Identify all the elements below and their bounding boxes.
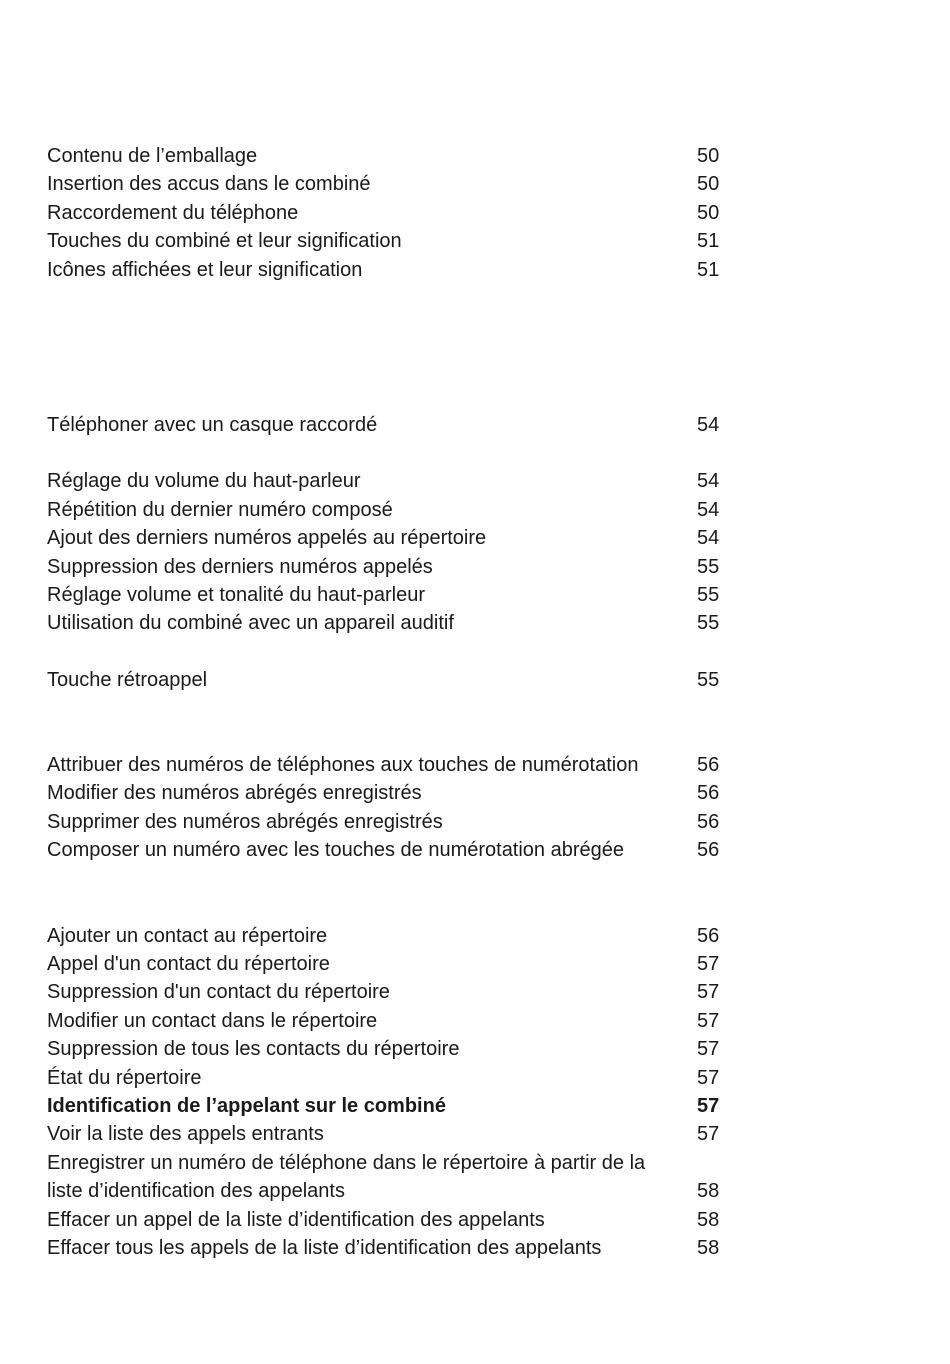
toc-entry[interactable] [47, 1234, 727, 1262]
toc-entry-title: Téléphoner avec un casque raccordé [47, 413, 378, 436]
toc-entry[interactable] [47, 808, 727, 836]
toc-entry-page: 56 [697, 924, 720, 947]
toc-entry[interactable] [47, 1149, 727, 1206]
toc-entry[interactable] [47, 1035, 727, 1063]
section-gap [47, 638, 727, 666]
toc-group-speed-dial [47, 751, 727, 865]
toc-entry[interactable] [47, 227, 727, 255]
toc-entry-title: Ajout des derniers numéros appelés au répertoire [47, 527, 487, 550]
toc-entry-page: 57 [697, 1094, 720, 1117]
toc-section-heading[interactable] [47, 1092, 727, 1120]
toc-entry-title: Supprimer des numéros abrégés enregistrés [47, 810, 443, 833]
toc-entry[interactable] [47, 553, 727, 581]
toc-entry-page: 57 [697, 1066, 720, 1089]
toc-entry-page: 56 [697, 782, 720, 805]
toc-entry[interactable] [47, 581, 727, 609]
toc-entry-title: Utilisation du combiné avec un appareil auditif [47, 612, 454, 635]
toc-entry[interactable] [47, 1206, 727, 1234]
toc-entry[interactable] [47, 411, 727, 439]
toc-entry-title: Effacer un appel de la liste d’identification des appelants [47, 1208, 545, 1231]
section-gap [47, 439, 727, 467]
toc-entry[interactable] [47, 142, 727, 170]
toc-entry-page: 50 [697, 173, 720, 196]
toc-entry-title: Raccordement du téléphone [47, 201, 299, 224]
toc-entry[interactable] [47, 950, 727, 978]
toc-group-phonebook [47, 922, 727, 1263]
toc-entry-title: Touche rétroappel [47, 668, 208, 691]
toc-entry[interactable] [47, 609, 727, 637]
toc-entry-page: 54 [697, 470, 720, 493]
toc-entry-page: 55 [697, 555, 720, 578]
toc-entry-title: Modifier des numéros abrégés enregistrés [47, 782, 422, 805]
section-gap [47, 694, 727, 751]
toc-entry-title: État du répertoire [47, 1066, 202, 1089]
toc-group-getting-started [47, 142, 727, 284]
toc-entry[interactable] [47, 524, 727, 552]
toc-group-recall [47, 666, 727, 694]
toc-entry-title: Répétition du dernier numéro composé [47, 498, 393, 521]
toc-entry-page: 55 [697, 612, 720, 635]
toc-entry-title: Effacer tous les appels de la liste d’identification des appelants [47, 1236, 602, 1259]
toc-entry-title: Ajouter un contact au répertoire [47, 924, 328, 947]
table-of-contents [47, 142, 727, 1262]
section-gap [47, 865, 727, 922]
toc-entry-page: 57 [697, 981, 720, 1004]
toc-entry[interactable] [47, 1064, 727, 1092]
toc-entry-page: 58 [697, 1180, 720, 1203]
toc-entry-title: Voir la liste des appels entrants [47, 1123, 324, 1146]
toc-entry-page: 56 [697, 839, 720, 862]
toc-entry-title: Suppression de tous les contacts du répertoire [47, 1038, 460, 1061]
toc-entry-page: 58 [697, 1236, 720, 1259]
toc-entry-title: Touches du combiné et leur signification [47, 230, 402, 253]
toc-entry-title: Enregistrer un numéro de téléphone dans le répertoire à partir de la liste d’identification des appelants [47, 1151, 646, 1203]
toc-entry-title: Suppression des derniers numéros appelés [47, 555, 433, 578]
toc-entry[interactable] [47, 256, 727, 284]
toc-entry-title: Suppression d'un contact du répertoire [47, 981, 390, 1004]
toc-group-headset [47, 411, 727, 439]
toc-entry-page: 50 [697, 145, 720, 167]
toc-entry-page: 57 [697, 953, 720, 976]
toc-entry-page: 57 [697, 1123, 720, 1146]
toc-entry-title: Réglage volume et tonalité du haut-parleur [47, 583, 426, 606]
toc-entry-page: 55 [697, 583, 720, 606]
toc-entry-title: Réglage du volume du haut-parleur [47, 470, 361, 493]
toc-entry-title: Contenu de l’emballage [47, 145, 258, 167]
toc-entry-page: 54 [697, 527, 720, 550]
toc-entry-page: 51 [697, 230, 720, 253]
toc-entry-page: 56 [697, 810, 720, 833]
toc-entry[interactable] [47, 836, 727, 864]
toc-entry-title: Identification de l’appelant sur le combiné [47, 1094, 446, 1117]
toc-entry[interactable] [47, 779, 727, 807]
toc-entry-page: 55 [697, 668, 720, 691]
toc-entry-page: 56 [697, 754, 720, 777]
toc-entry[interactable] [47, 1120, 727, 1148]
toc-entry[interactable] [47, 199, 727, 227]
toc-entry-page: 58 [697, 1208, 720, 1231]
toc-entry-page: 51 [697, 258, 720, 281]
toc-entry[interactable] [47, 1007, 727, 1035]
toc-entry-title: Composer un numéro avec les touches de numérotation abrégée [47, 839, 625, 862]
section-gap [47, 284, 727, 397]
toc-entry-title: Appel d'un contact du répertoire [47, 953, 330, 976]
toc-entry[interactable] [47, 978, 727, 1006]
toc-entry[interactable] [47, 666, 727, 694]
toc-entry-title: Icônes affichées et leur signification [47, 258, 363, 281]
toc-entry-page: 57 [697, 1038, 720, 1061]
section-gap [47, 397, 727, 411]
toc-entry[interactable] [47, 496, 727, 524]
toc-entry-page: 57 [697, 1009, 720, 1032]
toc-entry-title: Modifier un contact dans le répertoire [47, 1009, 378, 1032]
toc-entry-title: Insertion des accus dans le combiné [47, 173, 371, 196]
toc-entry[interactable] [47, 467, 727, 495]
toc-entry-page: 54 [697, 498, 720, 521]
toc-entry-title: Attribuer des numéros de téléphones aux touches de numérotation [47, 754, 639, 777]
toc-entry-page: 54 [697, 413, 720, 436]
toc-entry[interactable] [47, 751, 727, 779]
toc-entry[interactable] [47, 922, 727, 950]
toc-group-calling [47, 467, 727, 637]
toc-entry-page: 50 [697, 201, 720, 224]
toc-entry[interactable] [47, 170, 727, 198]
